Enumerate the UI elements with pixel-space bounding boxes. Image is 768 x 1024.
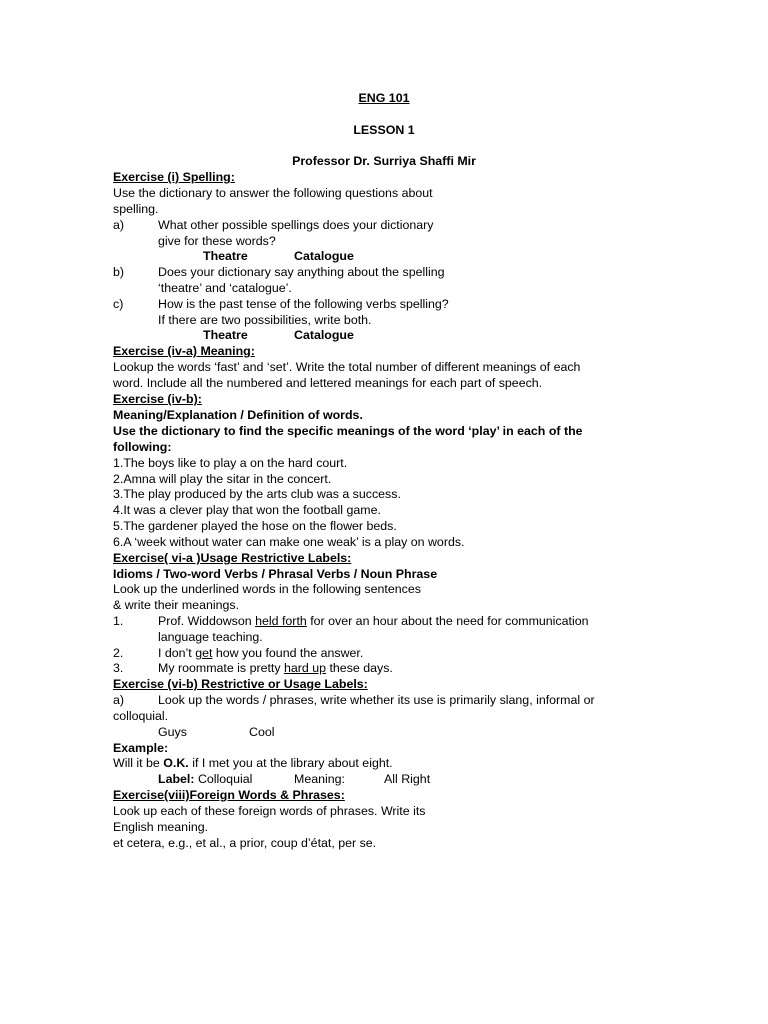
- sentence-1-cont: language teaching.: [158, 630, 263, 644]
- exercise-4b-instruction: Use the dictionary to find the specific meanings of the word ‘play’ in each of the: [113, 424, 583, 438]
- label-line: [158, 772, 252, 787]
- exercise-1-intro-cont: spelling.: [113, 202, 159, 216]
- sentence-number: 2.: [113, 646, 124, 660]
- question-c-cont: If there are two possibilities, write both.: [158, 313, 372, 327]
- list-item: 1.The boys like to play a on the hard court.: [113, 456, 348, 470]
- sentence-2: [113, 646, 363, 661]
- underlined-phrase: get: [195, 646, 213, 660]
- question-label: a): [113, 693, 125, 707]
- question-c: [113, 297, 449, 312]
- question-text: Does your dictionary say anything about the spelling: [158, 265, 445, 279]
- sentence-text: for over an hour about the need for communication: [306, 614, 589, 628]
- label-value: Colloquial: [194, 772, 253, 786]
- word-theatre-2: Theatre: [203, 328, 248, 342]
- list-item: 6.A ‘week without water can make one weak’ is a play on words.: [113, 535, 465, 549]
- word-catalogue: Catalogue: [294, 249, 354, 263]
- question-b: [113, 265, 445, 280]
- list-item: 5.The gardener played the hose on the flower beds.: [113, 519, 397, 533]
- question-b-cont: ‘theatre’ and ‘catalogue’.: [158, 281, 292, 295]
- underlined-phrase: hard up: [284, 661, 327, 675]
- course-title: ENG 101: [358, 91, 410, 105]
- list-item: 2.Amna will play the sitar in the concert.: [113, 472, 332, 486]
- exercise-4b-instruction-cont: following:: [113, 440, 172, 454]
- professor-name: Professor Dr. Surriya Shaffi Mir: [292, 154, 476, 168]
- exercise-6b-title: Exercise (vi-b) Restrictive or Usage Labels:: [113, 677, 368, 691]
- foreign-words-list: et cetera, e.g., et al., a prior, coup d’état, per se.: [113, 836, 377, 850]
- sentence-text: how you found the answer.: [212, 646, 364, 660]
- list-item: 4.It was a clever play that won the football game.: [113, 503, 381, 517]
- exercise-4a-text-cont: word. Include all the numbered and lettered meanings for each part of speech.: [113, 376, 543, 390]
- example-heading: Example:: [113, 741, 169, 755]
- question-text: What other possible spellings does your dictionary: [158, 218, 434, 232]
- exercise-4a-title: Exercise (iv-a) Meaning:: [113, 344, 255, 358]
- label-key: Label:: [158, 772, 195, 786]
- question-text: How is the past tense of the following verbs spelling?: [158, 297, 449, 311]
- question-a-cont: give for these words?: [158, 234, 276, 248]
- sentence-text: these days.: [326, 661, 393, 675]
- bold-phrase: O.K.: [163, 756, 189, 770]
- word-catalogue-2: Catalogue: [294, 328, 354, 342]
- exercise-8-title: Exercise(viii)Foreign Words & Phrases:: [113, 788, 345, 802]
- underlined-phrase: held forth: [255, 614, 307, 628]
- exercise-8-text: Look up each of these foreign words of phrases. Write its: [113, 804, 426, 818]
- question-label: a): [113, 218, 125, 232]
- exercise-1-intro: Use the dictionary to answer the following questions about: [113, 186, 433, 200]
- question-label: c): [113, 297, 124, 311]
- question-text: Look up the words / phrases, write whether its use is primarily slang, informal or: [158, 693, 595, 707]
- word-guys: Guys: [158, 725, 187, 739]
- meaning-value: All Right: [384, 772, 431, 786]
- sentence-text: if I met you at the library about eight.: [188, 756, 393, 770]
- exercise-6a-subtitle: Idioms / Two-word Verbs / Phrasal Verbs / Noun Phrase: [113, 567, 438, 581]
- exercise-4a-text: Lookup the words ‘fast’ and ‘set’. Write the total number of different meanings of each: [113, 360, 581, 374]
- exercise-6b-question-cont: colloquial.: [113, 709, 169, 723]
- exercise-6a-text: Look up the underlined words in the following sentences: [113, 582, 421, 596]
- word-cool: Cool: [249, 725, 275, 739]
- exercise-1-title: Exercise (i) Spelling:: [113, 170, 235, 184]
- sentence-text: Prof. Widdowson: [158, 614, 256, 628]
- lesson-title: LESSON 1: [353, 123, 415, 137]
- meaning-key: Meaning:: [294, 772, 345, 786]
- sentence-text: Will it be: [113, 756, 164, 770]
- list-item: 3.The play produced by the arts club was a success.: [113, 487, 401, 501]
- exercise-6b-question: [113, 693, 595, 708]
- exercise-4b-title: Exercise (iv-b):: [113, 392, 202, 406]
- sentence-number: 3.: [113, 661, 124, 675]
- exercise-8-text-cont: English meaning.: [113, 820, 209, 834]
- question-a: [113, 218, 434, 233]
- sentence-1: [113, 614, 589, 629]
- sentence-text: My roommate is pretty: [158, 661, 284, 675]
- sentence-number: 1.: [113, 614, 124, 628]
- sentence-text: I don’t: [158, 646, 196, 660]
- exercise-4b-subtitle: Meaning/Explanation / Definition of words.: [113, 408, 363, 422]
- exercise-6a-text-cont: & write their meanings.: [113, 598, 240, 612]
- sentence-3: [113, 661, 393, 676]
- word-theatre: Theatre: [203, 249, 248, 263]
- example-sentence: [113, 756, 393, 771]
- question-label: b): [113, 265, 125, 279]
- exercise-6a-title: Exercise( vi-a )Usage Restrictive Labels:: [113, 551, 352, 565]
